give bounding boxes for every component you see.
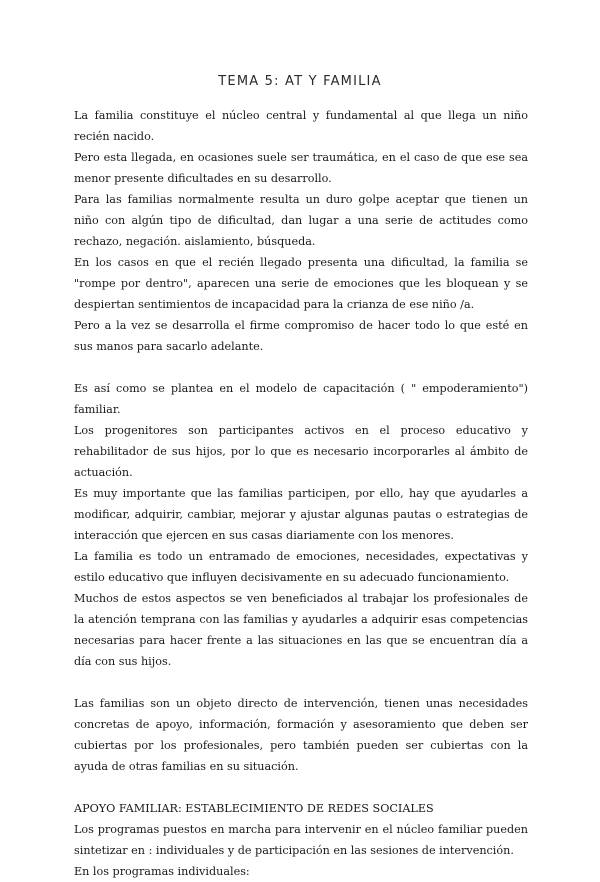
- paragraph: Para las familias normalmente resulta un duro golpe aceptar que tienen un niño con algún tipo de dificultad, dan lugar a una serie de actitudes como rechazo, negación. aislamiento, búsqueda.: [74, 193, 528, 248]
- paragraph-spacer: [74, 777, 528, 798]
- section-heading: APOYO FAMILIAR: ESTABLECIMIENTO DE REDES SOCIALES: [74, 802, 434, 815]
- paragraph: Pero a la vez se desarrolla el firme compromiso de hacer todo lo que esté en sus manos para sacarlo adelante.: [74, 319, 528, 353]
- document-body: [74, 105, 528, 882]
- paragraph: En los programas individuales:: [74, 865, 250, 878]
- paragraph: Los programas puestos en marcha para intervenir en el núcleo familiar pueden sintetizar en : individuales y de participación en las sesiones de intervención.: [74, 823, 528, 857]
- paragraph: Los progenitores son participantes activos en el proceso educativo y rehabilitador de sus hijos, por lo que es necesario incorporarles al ámbito de actuación.: [74, 424, 528, 479]
- paragraph: La familia es todo un entramado de emociones, necesidades, expectativas y estilo educativo que influyen decisivamente en su adecuado funcionamiento.: [74, 550, 528, 584]
- paragraph: La familia constituye el núcleo central y fundamental al que llega un niño recién nacido.: [74, 109, 528, 143]
- paragraph-spacer: [74, 357, 528, 378]
- paragraph: En los casos en que el recién llegado presenta una dificultad, la familia se "rompe por dentro", aparecen una serie de emociones que les bloquean y se despiertan sentimientos de incapacidad para la crianza de ese niño /a.: [74, 256, 528, 311]
- paragraph: Es muy importante que las familias participen, por ello, hay que ayudarles a modificar, adquirir, cambiar, mejorar y ajustar algunas pautas o estrategias de interacción que ejercen en sus casas diariamente con los menores.: [74, 487, 528, 542]
- paragraph: Muchos de estos aspectos se ven beneficiados al trabajar los profesionales de la atención temprana con las familias y ayudarles a adquirir esas competencias necesarias para hacer frente a las situaciones en las que se encuentran día a día con sus hijos.: [74, 592, 528, 668]
- document-title: TEMA 5: AT Y FAMILIA: [218, 74, 382, 89]
- paragraph: Las familias son un objeto directo de intervención, tienen unas necesidades concretas de apoyo, información, formación y asesoramiento que deben ser cubiertas por los profesionales, pero también pueden ser cubiertas con la ayuda de otras familias en su situación.: [74, 697, 528, 773]
- paragraph: Pero esta llegada, en ocasiones suele ser traumática, en el caso de que ese sea menor presente dificultades en su desarrollo.: [74, 151, 528, 185]
- paragraph: Es así como se plantea en el modelo de capacitación ( " empoderamiento") familiar.: [74, 382, 528, 416]
- paragraph-spacer: [74, 672, 528, 693]
